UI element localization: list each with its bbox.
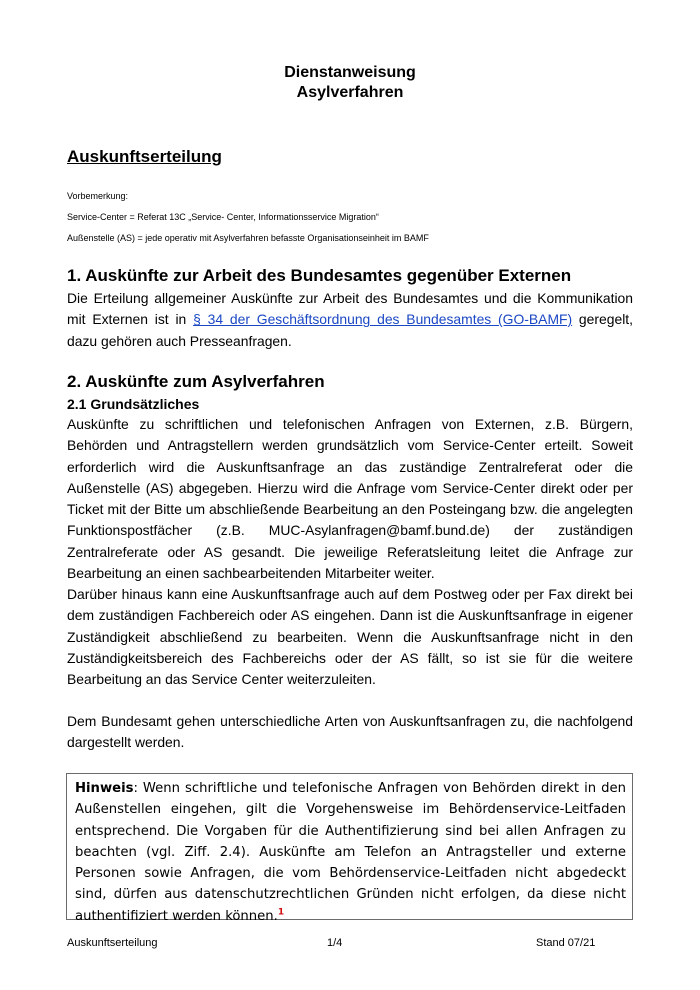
document-subtitle: Asylverfahren — [296, 84, 404, 101]
heading-section-1: 1. Auskünfte zur Arbeit des Bundesamtes gegenüber Externen — [67, 266, 572, 285]
section-2-1-paragraph-2: Darüber hinaus kann eine Auskunftsanfrage auch auf dem Postweg oder per Fax direkt bei dem zuständigen Fachbereich oder AS eingehen. Dann ist die Auskunftsanfrage in eigener Zuständigkeit abschließend zu bearbeiten. Wenn die Auskunftsanfrage nicht in den Zuständigkeitsbereich des Fachbereichs oder der AS fällt, so ist sie für die weitere Bearbeitung an das Service Center weiterzuleiten. — [67, 586, 633, 688]
section-1-paragraph — [67, 288, 633, 352]
section-2-1-paragraph-3: Dem Bundesamt gehen unterschiedliche Arten von Auskunftsanfragen zu, die nachfolgend dargestellt werden. — [67, 713, 633, 751]
section-title: Auskunftserteilung — [67, 147, 222, 166]
footer-left: Auskunftserteilung — [67, 937, 158, 949]
preface-line-aussenstelle: Außenstelle (AS) = jede operativ mit Asylverfahren befasste Organisationseinheit im BAMF — [67, 233, 429, 243]
footnote-marker[interactable]: 1 — [277, 907, 285, 918]
footer-page-number: 1/4 — [327, 937, 343, 949]
go-bamf-link[interactable]: § 34 der Geschäftsordnung des Bundesamtes (GO-BAMF) — [193, 311, 573, 328]
section-1-text-after: geregelt, dazu gehören auch Presseanfragen. — [67, 311, 633, 349]
document-title: Dienstanweisung — [284, 64, 416, 81]
preface-label: Vorbemerkung: — [67, 191, 129, 201]
preface-line-service-center: Service-Center = Referat 13C „Service- Center, Informationsservice Migration“ — [67, 212, 379, 222]
note-body: : Wenn schriftliche und telefonische Anfragen von Behörden direkt in den Außenstellen eingehen, gilt die Vorgehensweise im Behördenservice-Leitfaden entsprechend. Die Vorgaben für die Authentifizierung sind bei allen Anfragen zu beachten (vgl. Ziff. 2.4). Auskünfte am Telefon an Antragsteller und externe Personen sowie Anfragen, die vom Behördenservice-Leitfaden nicht abgedeckt sind, dürfen aus datenschutzrechtlichen Gründen nicht erfolgen, da diese nicht authentifiziert werden können. — [75, 781, 626, 924]
note-text — [75, 778, 626, 927]
footer-right: Stand 07/21 — [536, 937, 596, 949]
heading-section-2: 2. Auskünfte zum Asylverfahren — [67, 372, 325, 391]
heading-section-2-1: 2.1 Grundsätzliches — [67, 396, 200, 412]
section-2-1-paragraph-1: Auskünfte zu schriftlichen und telefonischen Anfragen von Externen, z.B. Bürgern, Behörden und Antragstellern werden grundsätzlich vom Service-Center erteilt. Soweit erforderlich wird die Auskunftsanfrage an das zuständige Zentralreferat oder die Außenstelle (AS) abgegeben. Hierzu wird die Anfrage vom Service-Center direkt oder per Ticket mit der Bitte um abschließende Bearbeitung an den Posteingang bzw. die angelegten Funktionspostfächer (z.B. MUC-Asylanfragen@bamf.bund.de) der zuständigen Zentralreferate oder AS gesandt. Die jeweilige Referatsleitung leitet die Anfrage zur Bearbeitung an einen sachbearbeitenden Mitarbeiter weiter. — [67, 416, 633, 582]
note-label: Hinweis — [75, 781, 134, 796]
note-box — [66, 773, 633, 924]
section-1-text-before: Die Erteilung allgemeiner Auskünfte zur Arbeit des Bundesamtes und die Kommunikation mit Externen ist in — [67, 290, 633, 328]
